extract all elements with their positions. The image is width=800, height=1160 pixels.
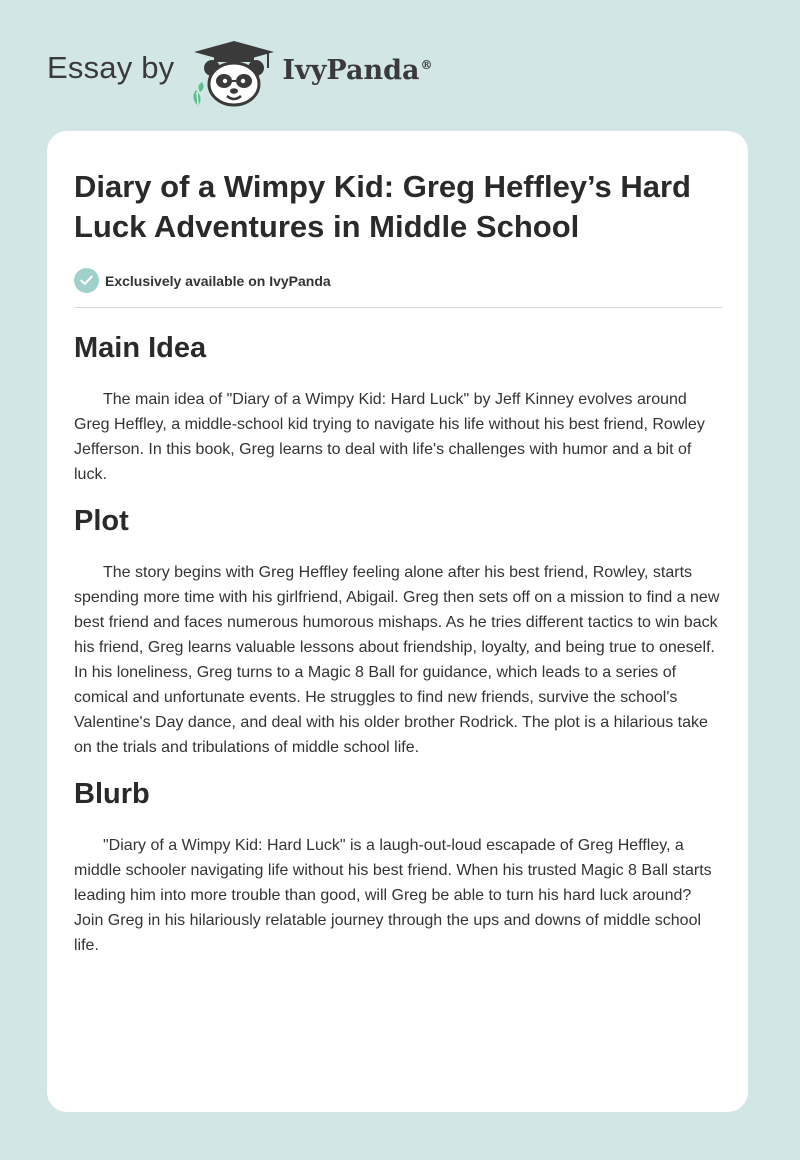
exclusive-badge <box>74 268 722 293</box>
essay-card <box>47 131 748 1112</box>
essay-by-ivypanda-header <box>47 38 432 108</box>
section-plot <box>74 503 722 760</box>
section-heading: Blurb <box>74 778 150 810</box>
panda-graduate-logo-icon <box>188 38 280 108</box>
registered-mark: ® <box>420 57 433 72</box>
section-blurb <box>74 776 722 958</box>
essay-by-label: Essay by <box>47 50 175 85</box>
section-heading: Plot <box>74 505 129 537</box>
section-heading: Main Idea <box>74 332 207 364</box>
essay-title: Diary of a Wimpy Kid: Greg Heffley’s Hard Luck Adventures in Middle School <box>74 169 691 244</box>
ivypanda-brand-name <box>282 55 432 86</box>
brand-name-text: IvyPanda <box>282 54 420 86</box>
title-divider <box>74 307 722 308</box>
section-main-idea <box>74 330 722 487</box>
check-circle-icon <box>74 268 99 293</box>
section-paragraph: The story begins with Greg Heffley feeling alone after his best friend, Rowley, starts spending more time with his girlfriend, Abigail. Greg then sets off on a mission to find a new best friend and faces numerous humorous mishaps. As he tries different tactics to win back his friend, Greg learns valuable lessons about friendship, loyalty, and being true to oneself. In his loneliness, Greg turns to a Magic 8 Ball for guidance, which leads to a series of comical and unfortunate events. He struggles to find new friends, survive the school's Valentine's Day dance, and deal with his older brother Rodrick. The plot is a hilarious take on the trials and tribulations of middle school life. <box>74 564 720 756</box>
section-paragraph: The main idea of "Diary of a Wimpy Kid: Hard Luck" by Jeff Kinney evolves around Greg Heffley, a middle-school kid trying to navigate his life without his best friend, Rowley Jefferson. In this book, Greg learns to deal with life's challenges with humor and a bit of luck. <box>74 391 705 483</box>
section-paragraph: "Diary of a Wimpy Kid: Hard Luck" is a laugh-out-loud escapade of Greg Heffley, a middle schooler navigating life without his best friend. When his trusted Magic 8 Ball starts leading him into more trouble than good, will Greg be able to turn his hard luck around? Join Greg in his hilariously relatable journey through the ups and downs of middle school life. <box>74 837 712 954</box>
exclusive-badge-label: Exclusively available on IvyPanda <box>105 272 331 289</box>
